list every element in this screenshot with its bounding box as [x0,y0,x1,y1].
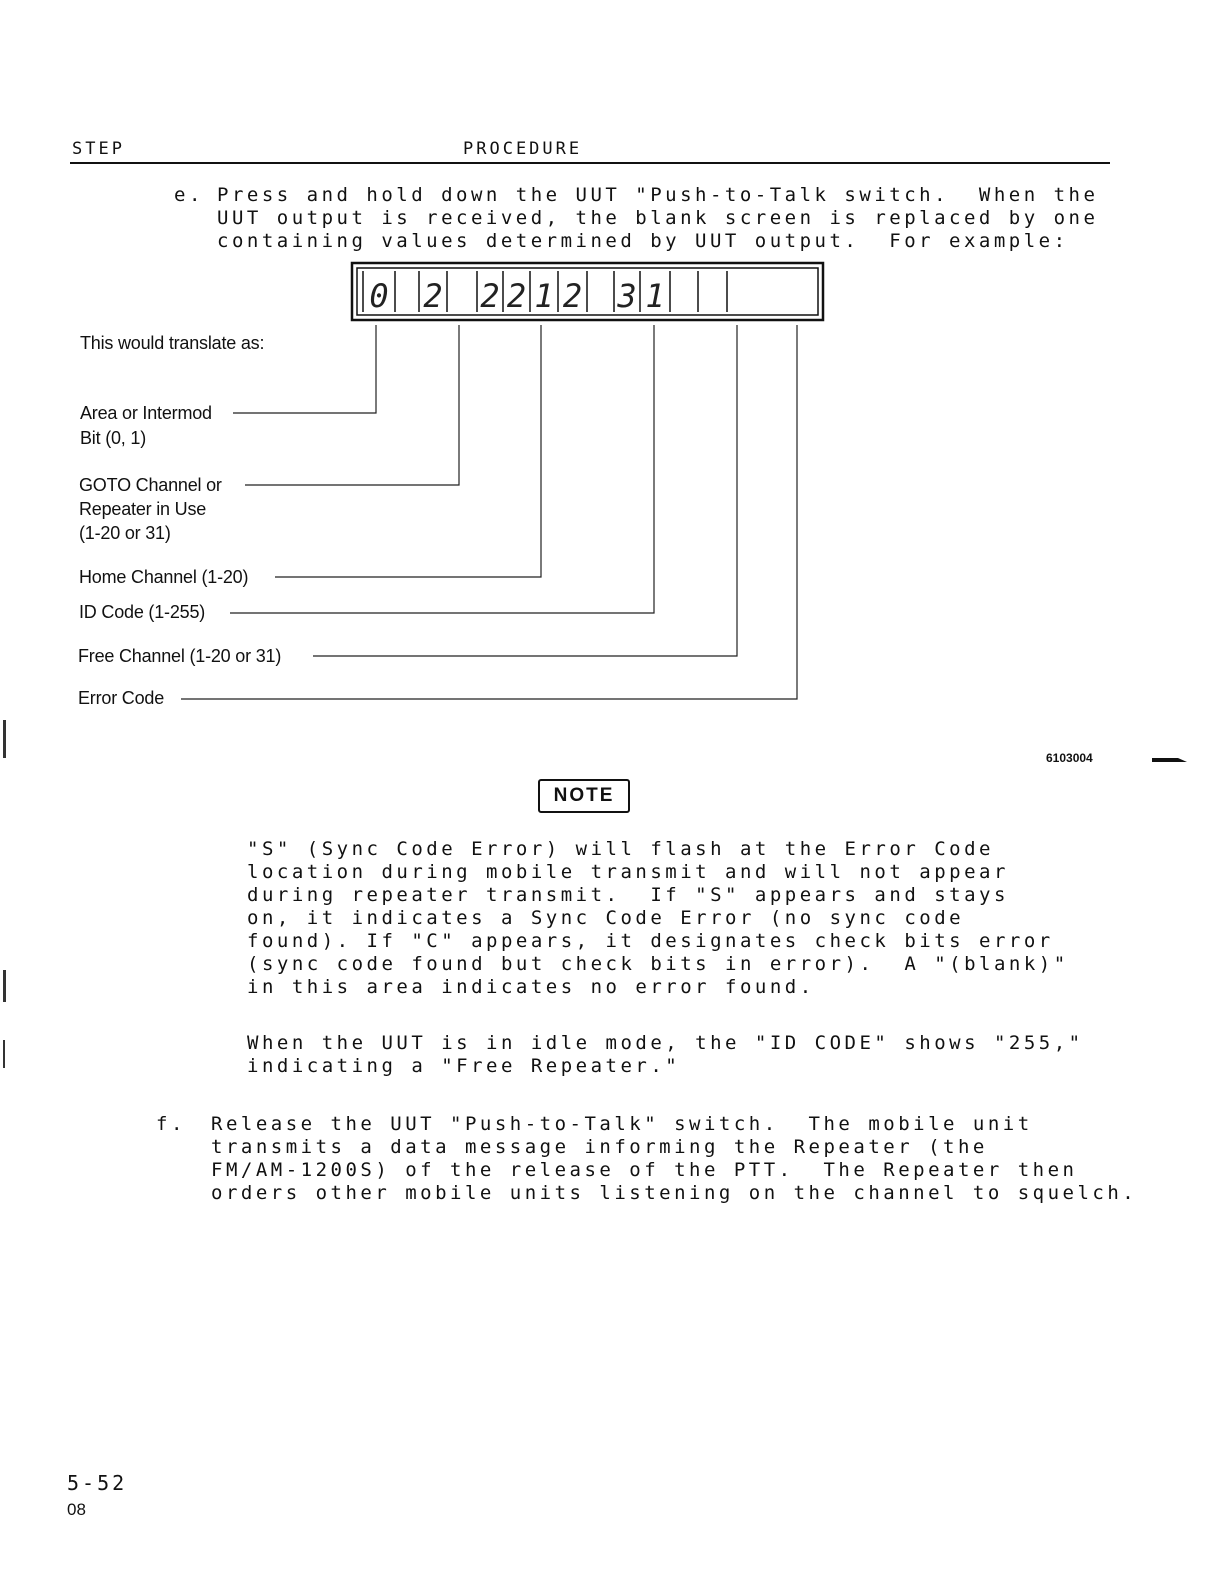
display-digit: 2 [480,277,500,315]
step-f-marker: f. [156,1113,186,1135]
label-goto-line-1: GOTO Channel or [79,475,222,495]
note-p1-line-4: on, it indicates a Sync Code Error (no sync code [247,907,965,929]
step-column-header: STEP [72,139,125,159]
note-heading: NOTE [538,779,630,813]
note-p2-line-1: When the UUT is in idle mode, the "ID CODE" shows "255," [247,1032,1084,1054]
step-f-line-1: Release the UUT "Push-to-Talk" switch. The mobile unit [211,1113,1033,1135]
label-free-channel: Free Channel (1-20 or 31) [78,646,282,666]
leader-line-id [230,325,654,613]
display-digit: 1 [534,277,554,315]
display-digit: 3 [617,277,637,315]
note-p1-line-2: location during mobile transmit and will not appear [247,861,1009,883]
display-digit: 0 [369,277,389,315]
label-goto-line-2: Repeater in Use [79,499,207,519]
note-p2-line-2: indicating a "Free Repeater." [247,1055,681,1077]
scan-edge-marks [3,720,6,1068]
label-error-code: Error Code [78,688,165,708]
page-edge-mark [1152,758,1187,762]
step-e-line-1: Press and hold down the UUT "Push-to-Talk switch. When the [217,184,1099,206]
label-area-line-2: Bit (0, 1) [80,428,147,448]
procedure-column-header: PROCEDURE [463,139,583,159]
label-id-code: ID Code (1-255) [79,602,206,622]
display-digit: 1 [645,277,665,315]
step-e-marker: e. [174,184,204,206]
note-p1-line-6: (sync code found but check bits in error). A "(blank)" [247,953,1069,975]
leader-line-goto [245,325,459,485]
step-e-line-2: UUT output is received, the blank screen is replaced by one [217,207,1099,229]
note-p1-line-3: during repeater transmit. If "S" appears and stays [247,884,1009,906]
display-digit: 2 [423,277,443,315]
page-number: 5-52 [67,1471,128,1495]
step-f-line-3: FM/AM-1200S) of the release of the PTT. The Repeater then [211,1159,1078,1181]
step-e-line-3: containing values determined by UUT output. For example: [217,230,1069,252]
note-p1-line-5: found). If "C" appears, it designates check bits error [247,930,1054,952]
leader-line-error [181,325,797,699]
label-goto-line-3: (1-20 or 31) [79,523,171,543]
note-p1-line-1: "S" (Sync Code Error) will flash at the Error Code [247,838,994,860]
translate-intro: This would translate as: [80,333,265,353]
step-f-line-2: transmits a data message informing the Repeater (the [211,1136,988,1158]
step-f-line-4: orders other mobile units listening on the channel to squelch. [211,1182,1138,1204]
display-digit: 2 [506,277,527,315]
figure-id: 6103004 [1046,751,1093,765]
leader-line-home [275,325,541,577]
leader-lines [181,325,797,699]
label-home-channel: Home Channel (1-20) [79,567,249,587]
display-digit: 2 [562,277,583,315]
note-p1-line-7: in this area indicates no error found. [247,976,815,998]
label-area-line-1: Area or Intermod [80,403,212,423]
page-sub-number: 08 [67,1500,86,1519]
